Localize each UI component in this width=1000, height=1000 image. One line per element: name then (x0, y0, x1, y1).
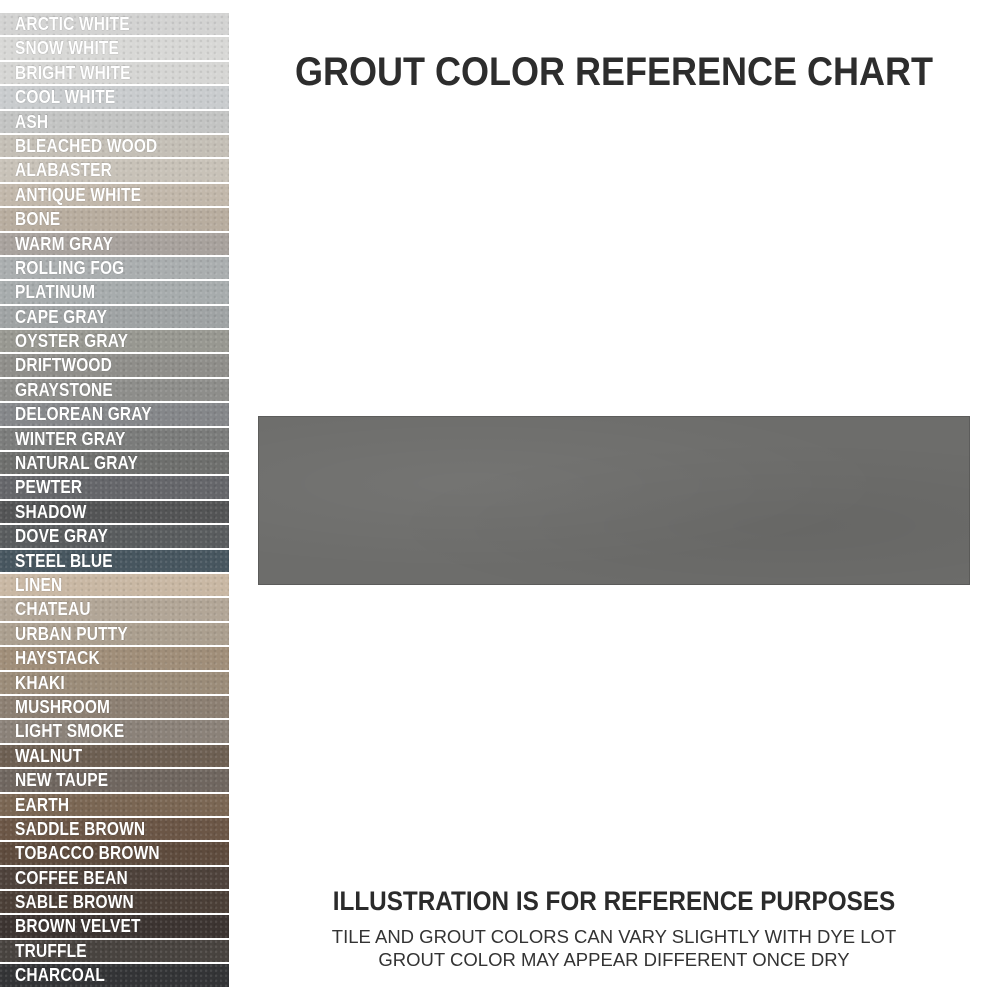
grout-swatch[interactable] (0, 964, 229, 986)
disclaimer-line: GROUT COLOR MAY APPEAR DIFFERENT ONCE DRY (378, 949, 850, 970)
swatch-label: ROLLING FOG (15, 257, 125, 278)
swatch-label: WALNUT (15, 745, 83, 766)
swatch-label: BONE (15, 209, 61, 230)
swatch-label: MUSHROOM (15, 696, 111, 717)
swatch-label: WINTER GRAY (15, 428, 126, 449)
grout-swatch[interactable] (0, 379, 229, 401)
grout-swatch[interactable] (0, 720, 229, 742)
grout-swatch[interactable] (0, 403, 229, 425)
grout-swatch[interactable] (0, 208, 229, 230)
grout-swatch[interactable] (0, 428, 229, 450)
grout-swatch[interactable] (0, 501, 229, 523)
swatch-label: ASH (15, 111, 49, 132)
swatch-label: COFFEE BEAN (15, 867, 128, 888)
grout-swatch[interactable] (0, 598, 229, 620)
swatch-label: OYSTER GRAY (15, 331, 129, 352)
swatch-label: CAPE GRAY (15, 306, 108, 327)
swatch-label: STEEL BLUE (15, 550, 113, 571)
swatch-label: BRIGHT WHITE (15, 62, 131, 83)
swatch-label: DRIFTWOOD (15, 355, 112, 376)
grout-swatch[interactable] (0, 135, 229, 157)
grout-sample-tile (258, 416, 970, 585)
grout-swatch[interactable] (0, 842, 229, 864)
grout-swatch[interactable] (0, 867, 229, 889)
grout-swatch[interactable] (0, 794, 229, 816)
swatch-label: SNOW WHITE (15, 38, 120, 59)
grout-swatch[interactable] (0, 233, 229, 255)
swatch-label: KHAKI (15, 672, 65, 693)
swatch-label: URBAN PUTTY (15, 623, 128, 644)
swatch-label: HAYSTACK (15, 648, 100, 669)
grout-swatch[interactable] (0, 37, 229, 59)
grout-swatch[interactable] (0, 184, 229, 206)
grout-swatch[interactable] (0, 915, 229, 937)
swatch-label: SADDLE BROWN (15, 818, 146, 839)
swatch-label: CHATEAU (15, 599, 91, 620)
swatch-label: PLATINUM (15, 282, 96, 303)
disclaimer-heading: ILLUSTRATION IS FOR REFERENCE PURPOSES (332, 886, 896, 916)
swatch-label: NEW TAUPE (15, 770, 109, 791)
swatch-label: NATURAL GRAY (15, 453, 139, 474)
grout-swatch[interactable] (0, 257, 229, 279)
grout-swatch[interactable] (0, 550, 229, 572)
disclaimer-line: TILE AND GROUT COLORS CAN VARY SLIGHTLY WITH DYE LOT (331, 926, 897, 947)
swatch-label: COOL WHITE (15, 87, 116, 108)
swatch-label: ANTIQUE WHITE (15, 184, 142, 205)
grout-swatch[interactable] (0, 940, 229, 962)
grout-swatch[interactable] (0, 696, 229, 718)
grout-swatch[interactable] (0, 281, 229, 303)
grout-swatch[interactable] (0, 354, 229, 376)
swatch-label: EARTH (15, 794, 70, 815)
swatch-label: DELOREAN GRAY (15, 404, 152, 425)
grout-swatch[interactable] (0, 647, 229, 669)
swatch-label: LIGHT SMOKE (15, 721, 125, 742)
grout-swatch[interactable] (0, 159, 229, 181)
grout-swatch[interactable] (0, 86, 229, 108)
swatch-label: SABLE BROWN (15, 892, 134, 913)
swatch-label: ALABASTER (15, 160, 113, 181)
grout-swatch[interactable] (0, 330, 229, 352)
swatch-label: PEWTER (15, 477, 83, 498)
page-title: GROUT COLOR REFERENCE CHART (294, 50, 933, 94)
grout-swatch[interactable] (0, 769, 229, 791)
swatch-label: LINEN (15, 574, 63, 595)
grout-swatch[interactable] (0, 306, 229, 328)
swatch-label: BROWN VELVET (15, 916, 141, 937)
grout-swatch[interactable] (0, 623, 229, 645)
swatch-label: DOVE GRAY (15, 526, 109, 547)
grout-swatch[interactable] (0, 476, 229, 498)
grout-swatch[interactable] (0, 891, 229, 913)
swatch-label: WARM GRAY (15, 233, 114, 254)
swatch-label: BLEACHED WOOD (15, 135, 158, 156)
swatch-label: TRUFFLE (15, 940, 87, 961)
grout-swatch[interactable] (0, 452, 229, 474)
grout-swatch[interactable] (0, 745, 229, 767)
grout-swatch[interactable] (0, 62, 229, 84)
grout-swatch[interactable] (0, 818, 229, 840)
grout-swatch[interactable] (0, 525, 229, 547)
swatch-label: ARCTIC WHITE (15, 14, 130, 34)
grout-swatch-list (0, 13, 229, 989)
grout-swatch[interactable] (0, 13, 229, 35)
swatch-label: SHADOW (15, 501, 87, 522)
swatch-label: GRAYSTONE (15, 379, 113, 400)
swatch-label: TOBACCO BROWN (15, 843, 160, 864)
swatch-label: CHARCOAL (15, 965, 105, 986)
grout-swatch[interactable] (0, 574, 229, 596)
grout-swatch[interactable] (0, 672, 229, 694)
grout-swatch[interactable] (0, 111, 229, 133)
